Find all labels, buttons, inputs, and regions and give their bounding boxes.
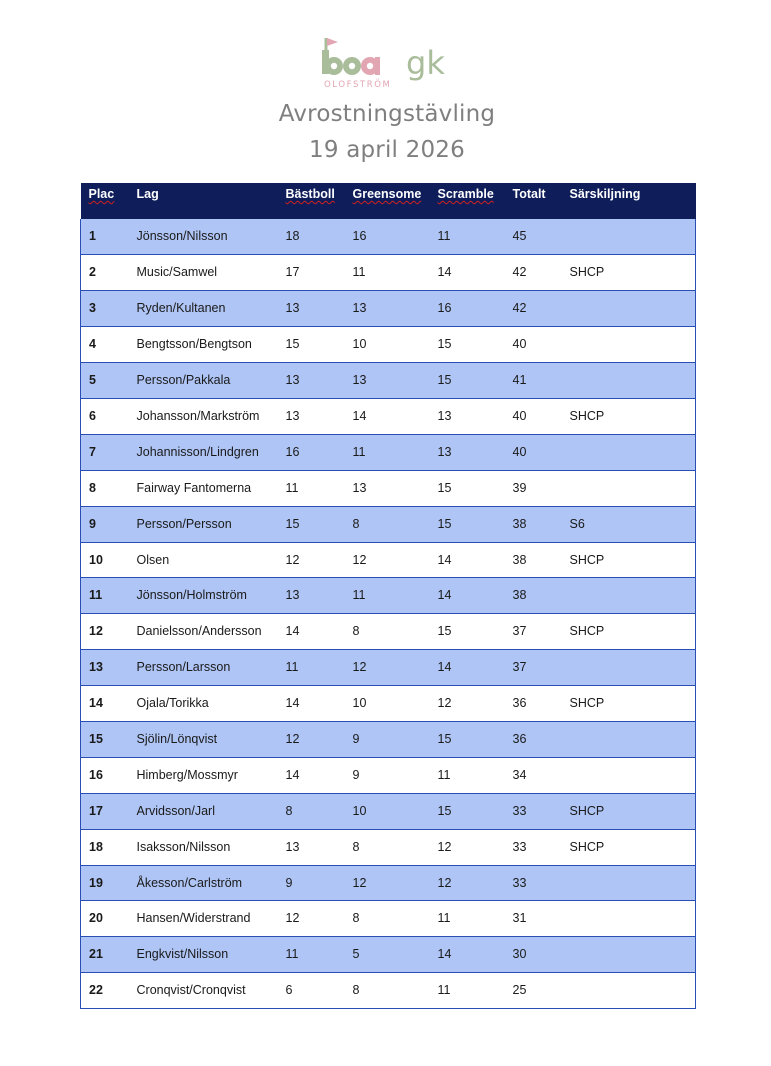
- cell-greensome: 8: [352, 983, 360, 998]
- table-row: [81, 363, 696, 399]
- cell-lag: Persson/Pakkala: [136, 373, 231, 388]
- cell-greensome: 10: [352, 337, 367, 352]
- cell-sarskiljning: [562, 973, 696, 1009]
- cell-bastboll: 14: [285, 767, 300, 782]
- cell-plac: 20: [89, 911, 103, 926]
- cell-sarskiljning: [562, 434, 696, 470]
- cell-sarskiljning: [562, 721, 696, 757]
- cell-bastboll: 13: [285, 301, 300, 316]
- cell-sarskiljning: SHCP: [569, 624, 605, 639]
- cell-greensome: 13: [352, 480, 367, 495]
- cell-totalt: 45: [512, 229, 527, 243]
- cell-sarskiljning: SHCP: [569, 265, 605, 280]
- cell-lag: Persson/Larsson: [136, 660, 231, 675]
- cell-plac: 3: [89, 301, 96, 316]
- cell-bastboll: 13: [285, 408, 300, 423]
- cell-lag: Johansson/Markström: [136, 408, 260, 423]
- table-row: [81, 614, 696, 650]
- cell-lag: Olsen: [136, 552, 170, 567]
- cell-totalt: 36: [512, 696, 527, 711]
- cell-totalt: 37: [512, 624, 527, 639]
- column-header-totalt: Totalt: [512, 187, 546, 201]
- table-row: [81, 793, 696, 829]
- cell-scramble: 13: [437, 444, 452, 459]
- cell-greensome: 12: [352, 660, 367, 675]
- cell-plac: 15: [89, 731, 103, 746]
- cell-scramble: 11: [437, 767, 451, 782]
- cell-scramble: 14: [437, 552, 452, 567]
- cell-plac: 13: [89, 660, 103, 675]
- column-header-greensome: Greensome: [352, 187, 422, 201]
- cell-scramble: 12: [437, 875, 452, 890]
- cell-scramble: 15: [437, 803, 452, 818]
- cell-plac: 2: [89, 265, 96, 280]
- cell-sarskiljning: S6: [569, 516, 585, 531]
- cell-plac: 18: [89, 839, 103, 854]
- table-row: [81, 901, 696, 937]
- cell-lag: Engkvist/Nilsson: [136, 947, 229, 962]
- cell-totalt: 40: [512, 337, 527, 352]
- cell-scramble: 14: [437, 660, 452, 675]
- cell-sarskiljning: [562, 291, 696, 327]
- cell-scramble: 12: [437, 839, 452, 854]
- results-table: [80, 183, 696, 1009]
- cell-scramble: 11: [437, 983, 451, 998]
- cell-bastboll: 11: [285, 947, 299, 962]
- cell-bastboll: 16: [285, 444, 300, 459]
- cell-bastboll: 9: [285, 875, 293, 890]
- cell-lag: Jönsson/Holmström: [136, 588, 247, 603]
- table-row: [81, 506, 696, 542]
- cell-plac: 16: [89, 767, 103, 782]
- table-row: [81, 757, 696, 793]
- cell-greensome: 11: [352, 588, 366, 603]
- cell-lag: Ryden/Kultanen: [136, 301, 226, 316]
- cell-sarskiljning: SHCP: [569, 408, 605, 423]
- cell-plac: 8: [89, 480, 96, 495]
- column-header-scramble: Scramble: [437, 187, 494, 201]
- cell-totalt: 25: [512, 983, 527, 998]
- table-row: [81, 973, 696, 1009]
- cell-lag: Ojala/Torikka: [136, 696, 209, 711]
- cell-lag: Music/Samwel: [136, 265, 218, 280]
- cell-plac: 9: [89, 516, 96, 531]
- cell-totalt: 36: [512, 731, 527, 746]
- cell-totalt: 33: [512, 875, 527, 890]
- cell-plac: 5: [89, 373, 96, 388]
- cell-bastboll: 17: [285, 265, 300, 280]
- cell-plac: 17: [89, 803, 103, 818]
- cell-sarskiljning: [562, 219, 696, 255]
- cell-lag: Sjölin/Lönqvist: [136, 731, 218, 746]
- table-row: [81, 291, 696, 327]
- cell-bastboll: 12: [285, 911, 300, 926]
- cell-bastboll: 6: [285, 983, 293, 998]
- cell-scramble: 13: [437, 408, 452, 423]
- cell-bastboll: 14: [285, 624, 300, 639]
- table-row: [81, 470, 696, 506]
- cell-plac: 7: [89, 444, 96, 459]
- cell-lag: Fairway Fantomerna: [136, 480, 252, 495]
- cell-plac: 11: [89, 588, 103, 603]
- cell-bastboll: 15: [285, 337, 300, 352]
- cell-scramble: 15: [437, 516, 452, 531]
- cell-greensome: 12: [352, 552, 367, 567]
- page-title: Avrostningstävling: [278, 101, 496, 127]
- cell-totalt: 42: [512, 301, 527, 316]
- cell-lag: Hansen/Widerstrand: [136, 911, 251, 926]
- column-header-sarskiljning: Särskiljning: [569, 187, 641, 201]
- cell-sarskiljning: SHCP: [569, 696, 605, 711]
- cell-lag: Arvidsson/Jarl: [136, 803, 215, 818]
- cell-greensome: 14: [352, 408, 367, 423]
- cell-totalt: 38: [512, 516, 527, 531]
- cell-bastboll: 18: [285, 229, 300, 243]
- cell-lag: Persson/Persson: [136, 516, 232, 531]
- cell-lag: Bengtsson/Bengtson: [136, 337, 252, 352]
- cell-greensome: 9: [352, 767, 360, 782]
- cell-sarskiljning: [562, 901, 696, 937]
- cell-totalt: 41: [512, 373, 527, 388]
- column-header-plac: Plac: [88, 187, 115, 201]
- cell-sarskiljning: [562, 470, 696, 506]
- cell-plac: 10: [89, 552, 103, 567]
- cell-totalt: 40: [512, 408, 527, 423]
- cell-plac: 4: [89, 337, 96, 352]
- cell-greensome: 13: [352, 301, 367, 316]
- table-row: [81, 219, 696, 255]
- cell-totalt: 37: [512, 660, 527, 675]
- cell-scramble: 16: [437, 301, 452, 316]
- cell-greensome: 8: [352, 839, 360, 854]
- cell-sarskiljning: SHCP: [569, 839, 605, 854]
- cell-sarskiljning: SHCP: [569, 803, 605, 818]
- results-body: [81, 219, 696, 1009]
- table-row: [81, 829, 696, 865]
- cell-totalt: 30: [512, 947, 527, 962]
- cell-totalt: 40: [512, 444, 527, 459]
- cell-lag: Danielsson/Andersson: [136, 624, 262, 639]
- cell-lag: Johannisson/Lindgren: [136, 444, 259, 459]
- cell-totalt: 31: [512, 911, 527, 926]
- table-row: [81, 398, 696, 434]
- table-header-row: [81, 183, 696, 219]
- cell-greensome: 9: [352, 731, 360, 746]
- table-row: [81, 434, 696, 470]
- cell-scramble: 11: [437, 229, 451, 243]
- cell-sarskiljning: [562, 937, 696, 973]
- cell-greensome: 8: [352, 911, 360, 926]
- cell-plac: 19: [89, 875, 103, 890]
- cell-scramble: 14: [437, 947, 452, 962]
- cell-greensome: 10: [352, 803, 367, 818]
- cell-plac: 22: [89, 983, 103, 998]
- cell-scramble: 14: [437, 588, 452, 603]
- table-row: [81, 686, 696, 722]
- cell-scramble: 15: [437, 731, 452, 746]
- cell-sarskiljning: [562, 363, 696, 399]
- cell-greensome: 8: [352, 516, 360, 531]
- cell-greensome: 11: [352, 444, 366, 459]
- cell-greensome: 12: [352, 875, 367, 890]
- cell-totalt: 38: [512, 552, 527, 567]
- table-row: [81, 721, 696, 757]
- logo-subtitle: OLOFSTRÖM: [324, 80, 392, 90]
- cell-plac: 1: [89, 229, 96, 243]
- cell-greensome: 11: [352, 265, 366, 280]
- event-date: 19 april 2026: [309, 137, 465, 163]
- cell-lag: Isaksson/Nilsson: [136, 839, 231, 854]
- cell-greensome: 16: [352, 229, 367, 243]
- cell-sarskiljning: SHCP: [569, 552, 605, 567]
- cell-scramble: 15: [437, 337, 452, 352]
- logo-brand-text: gk: [406, 44, 445, 82]
- cell-greensome: 5: [352, 947, 360, 962]
- cell-scramble: 15: [437, 480, 452, 495]
- cell-totalt: 33: [512, 839, 527, 854]
- table-row: [81, 255, 696, 291]
- cell-greensome: 13: [352, 373, 367, 388]
- cell-bastboll: 11: [285, 480, 299, 495]
- cell-scramble: 12: [437, 696, 452, 711]
- cell-plac: 12: [89, 624, 103, 639]
- cell-bastboll: 8: [285, 803, 293, 818]
- cell-totalt: 39: [512, 480, 527, 495]
- table-row: [81, 578, 696, 614]
- cell-bastboll: 13: [285, 839, 300, 854]
- table-row: [81, 937, 696, 973]
- cell-scramble: 14: [437, 265, 452, 280]
- cell-lag: Jönsson/Nilsson: [136, 229, 228, 243]
- cell-bastboll: 12: [285, 552, 300, 567]
- club-logo: [318, 36, 458, 92]
- table-row: [81, 650, 696, 686]
- cell-scramble: 15: [437, 373, 452, 388]
- table-row: [81, 865, 696, 901]
- cell-totalt: 42: [512, 265, 527, 280]
- cell-totalt: 33: [512, 803, 527, 818]
- cell-plac: 6: [89, 408, 96, 423]
- cell-lag: Cronqvist/Cronqvist: [136, 983, 246, 998]
- cell-greensome: 10: [352, 696, 367, 711]
- cell-sarskiljning: [562, 865, 696, 901]
- cell-sarskiljning: [562, 327, 696, 363]
- cell-scramble: 11: [437, 911, 451, 926]
- table-row: [81, 327, 696, 363]
- cell-bastboll: 14: [285, 696, 300, 711]
- cell-plac: 21: [89, 947, 103, 962]
- cell-scramble: 15: [437, 624, 452, 639]
- cell-sarskiljning: [562, 650, 696, 686]
- cell-totalt: 38: [512, 588, 527, 603]
- cell-bastboll: 12: [285, 731, 300, 746]
- table-row: [81, 542, 696, 578]
- cell-greensome: 8: [352, 624, 360, 639]
- cell-bastboll: 13: [285, 373, 300, 388]
- cell-sarskiljning: [562, 578, 696, 614]
- column-header-lag: Lag: [136, 187, 159, 201]
- cell-sarskiljning: [562, 757, 696, 793]
- cell-lag: Himberg/Mossmyr: [136, 767, 238, 782]
- cell-bastboll: 11: [285, 660, 299, 675]
- cell-bastboll: 13: [285, 588, 300, 603]
- column-header-bastboll: Bästboll: [285, 187, 335, 201]
- cell-bastboll: 15: [285, 516, 300, 531]
- cell-totalt: 34: [512, 767, 527, 782]
- cell-lag: Åkesson/Carlström: [136, 875, 243, 890]
- cell-plac: 14: [89, 696, 103, 711]
